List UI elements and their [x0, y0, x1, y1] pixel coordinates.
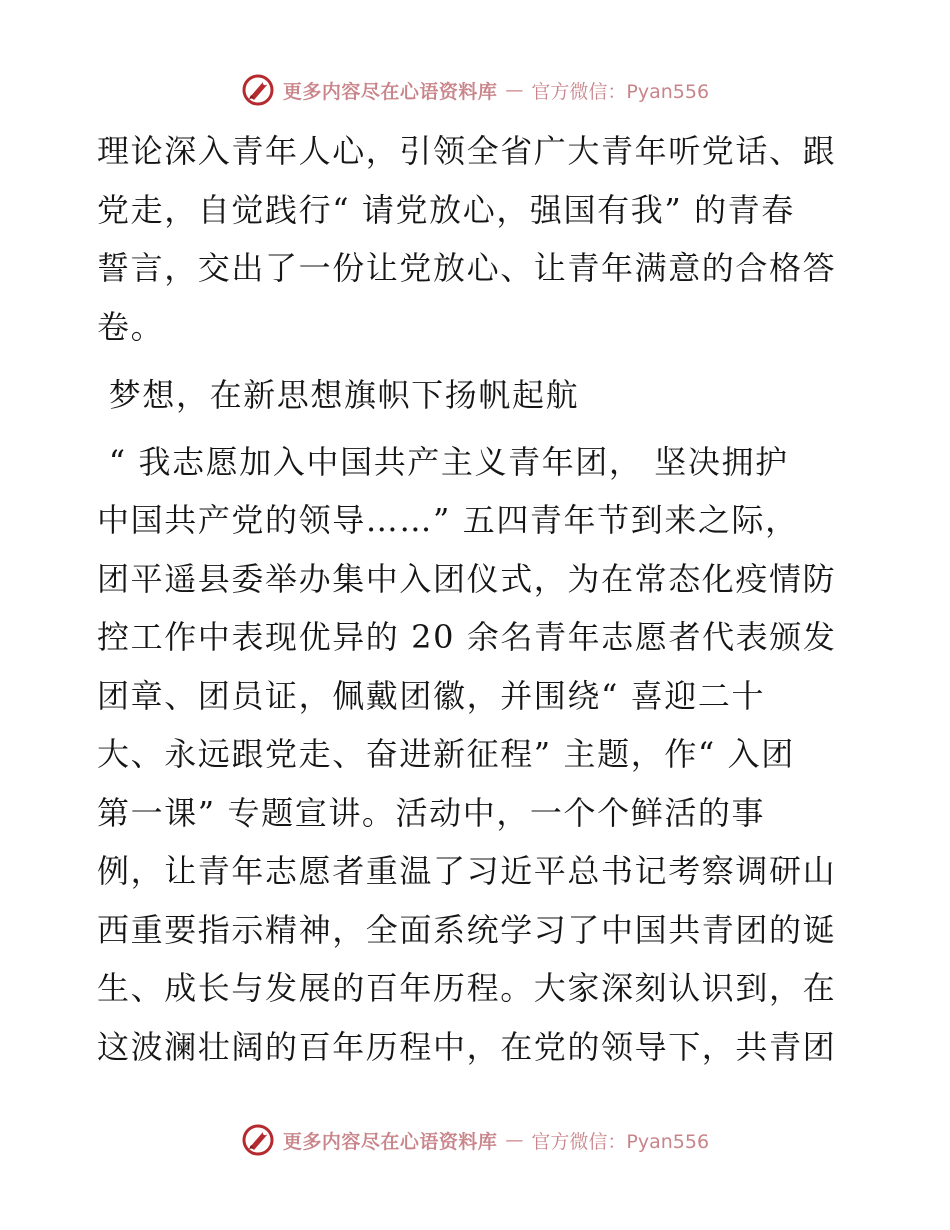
text-line: 控工作中表现优异的 20 余名青年志愿者代表颁发: [97, 618, 837, 656]
document-body: [97, 122, 853, 1076]
banner-separator: —: [505, 79, 524, 101]
banner-separator: —: [505, 1129, 524, 1151]
text-line: 生、成长与发展的百年历程。大家深刻认识到，在: [97, 969, 837, 1007]
banner-site-name: 更多内容尽在心语资料库: [282, 1130, 498, 1153]
text-line: 西重要指示精神，全面系统学习了中国共青团的诞: [97, 910, 837, 949]
red-pen-seal-logo-icon: [241, 73, 275, 107]
text-line: 大、永远跟党走、奋进新征程” 主题，作“ 入团: [97, 735, 795, 773]
section-heading: 梦想，在新思想旗帜下扬帆起航: [97, 376, 580, 414]
banner-wechat-contact: 官方微信：Pyan556: [531, 80, 710, 103]
text-line: 例，让青年志愿者重温了习近平总书记考察调研山: [97, 852, 837, 890]
paragraph-1: [97, 122, 853, 356]
text-line: 誓言，交出了一份让党放心、让青年满意的合格答: [97, 249, 837, 287]
text-line: 团平遥县委举办集中入团仪式，为在常态化疫情防: [97, 559, 837, 598]
banner-wechat-contact: 官方微信：Pyan556: [531, 1130, 710, 1153]
text-line: 卷。: [97, 307, 165, 346]
text-line: 团章、团员证，佩戴团徽，并围绕“ 喜迎二十: [97, 676, 766, 715]
header-banner: [0, 70, 950, 110]
text-line: “ 我志愿加入中国共产主义青年团， 坚决拥护: [97, 442, 789, 481]
red-pen-seal-logo-icon: [241, 1123, 275, 1157]
paragraph-2: [97, 433, 853, 1077]
banner-site-name: 更多内容尽在心语资料库: [282, 80, 498, 103]
text-line: 理论深入青年人心，引领全省广大青年听党话、跟: [97, 132, 837, 170]
text-line: 中国共产党的领导……” 五四青年节到来之际，: [97, 501, 799, 539]
text-line: 第一课” 专题宣讲。活动中，一个个鲜活的事: [97, 793, 766, 832]
text-line: 这波澜壮阔的百年历程中，在党的领导下，共青团: [97, 1027, 837, 1066]
footer-banner: [0, 1120, 950, 1160]
text-line: 党走，自觉践行“ 请党放心，强国有我” 的青春: [97, 190, 795, 229]
